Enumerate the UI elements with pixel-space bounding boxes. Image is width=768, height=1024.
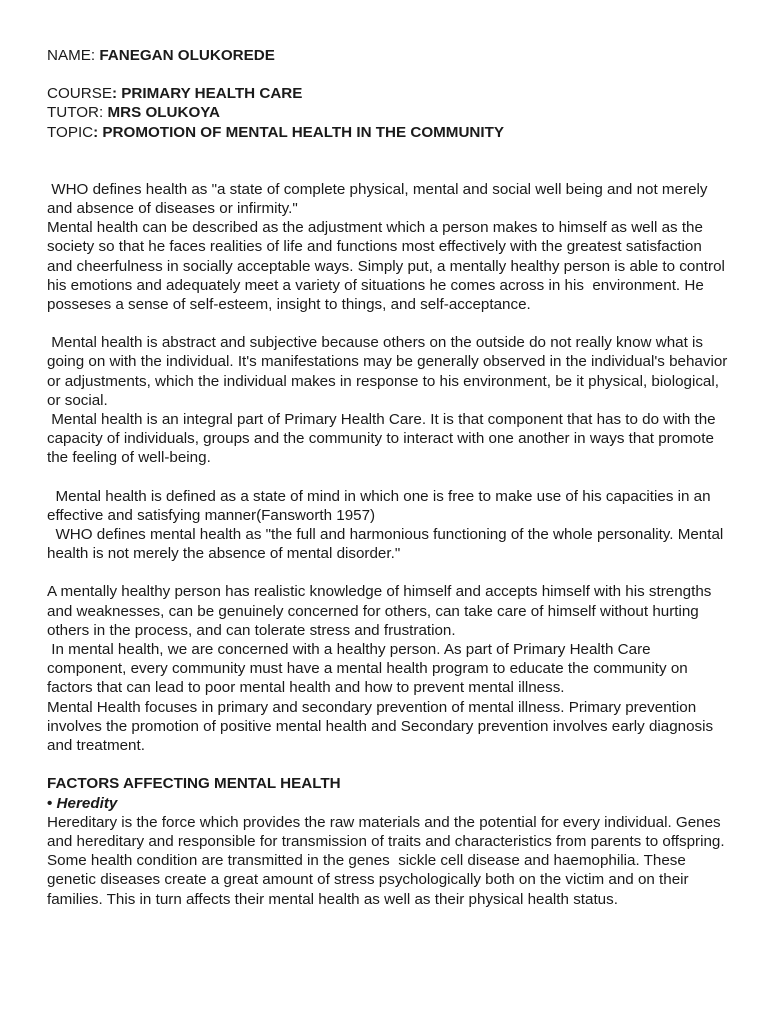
paragraph-who-health: WHO defines health as "a state of complete physical, mental and social well being and not merely and absence of diseases or infirmity." bbox=[47, 180, 712, 218]
topic-line bbox=[47, 123, 728, 142]
paragraph-spacer bbox=[47, 468, 728, 487]
tutor-value: MRS OLUKOYA bbox=[107, 104, 220, 122]
header-spacer bbox=[47, 65, 728, 84]
paragraph-abstract-subjective: Mental health is abstract and subjective because others on the outside do not really know what is going on with the individual. It's manifestations may be generally observed in the individual's behavior or adjustments, which the individual makes in response to his environment, be it physical, biological, or social. bbox=[47, 334, 732, 409]
heredity-label: Heredity bbox=[56, 794, 118, 812]
topic-label: TOPIC bbox=[47, 123, 94, 141]
tutor-line bbox=[47, 103, 728, 122]
section-spacer bbox=[47, 142, 728, 180]
paragraph-spacer bbox=[47, 563, 728, 582]
course-label: COURSE bbox=[47, 85, 112, 103]
name-label: NAME: bbox=[47, 47, 100, 64]
paragraph-mental-health-description: Mental health can be described as the adjustment which a person makes to himself as well as the society so that he faces realities of life and functions most effectively with the greatest satisfaction and cheerfulness in socially acceptable ways. Simply put, a mentally healthy person is able to control his emotions and adequately meet a variety of situations he comes across in his environment. He posseses a sense of self-esteem, insight to things, and self-acceptance. bbox=[47, 219, 730, 314]
paragraph-healthy-person-concern: In mental health, we are concerned with a healthy person. As part of Primary Health Care component, every community must have a mental health program to educate the community on factors that can lead to poor mental health and how to prevent mental illness. bbox=[47, 641, 692, 697]
paragraph-who-mental-health: WHO defines mental health as "the full and harmonious functioning of the whole personality. Mental health is not merely the absence of mental disorder." bbox=[47, 526, 728, 563]
topic-value: : PROMOTION OF MENTAL HEALTH IN THE COMMUNITY bbox=[93, 123, 505, 141]
name-line bbox=[47, 46, 728, 65]
bullet-marker: • bbox=[47, 794, 57, 812]
paragraph-prevention: Mental Health focuses in primary and secondary prevention of mental illness. Primary prevention involves the promotion of positive mental health and Secondary prevention involves early diagnosis and treatment. bbox=[47, 698, 718, 755]
heredity-subheading bbox=[47, 794, 728, 813]
course-value: : PRIMARY HEALTH CARE bbox=[111, 85, 303, 103]
paragraph-state-of-mind: Mental health is defined as a state of mind in which one is free to make use of his capacities in an effective and satisfying manner(Fansworth 1957) bbox=[47, 487, 715, 524]
tutor-label: TUTOR: bbox=[47, 104, 108, 122]
paragraph-integral-part: Mental health is an integral part of Primary Health Care. It is that component that has to do with the capacity of individuals, groups and the community to interact with one another in ways that promote the feeling of well-being. bbox=[47, 411, 720, 467]
paragraph-heredity: Hereditary is the force which provides the raw materials and the potential for every individual. Genes and hereditary and responsible for transmission of traits and characteristics from parents to offspring. Some health condition are transmitted in the genes sickle cell disease and haemophilia. These genetic diseases create a great amount of stress psychologically both on the victim and on their families. This in turn affects their mental health as well as their physical health status. bbox=[47, 813, 729, 908]
section-heading: FACTORS AFFECTING MENTAL HEALTH bbox=[47, 775, 341, 793]
course-line bbox=[47, 84, 728, 103]
paragraph-spacer bbox=[47, 755, 728, 774]
paragraph-spacer bbox=[47, 314, 728, 333]
paragraph-mentally-healthy-person: A mentally healthy person has realistic knowledge of himself and accepts himself with his strengths and weaknesses, can be genuinely concerned for others, can take care of himself without hurting others in the process, and can tolerate stress and frustration. bbox=[47, 583, 716, 639]
name-value: FANEGAN OLUKOREDE bbox=[99, 47, 275, 64]
